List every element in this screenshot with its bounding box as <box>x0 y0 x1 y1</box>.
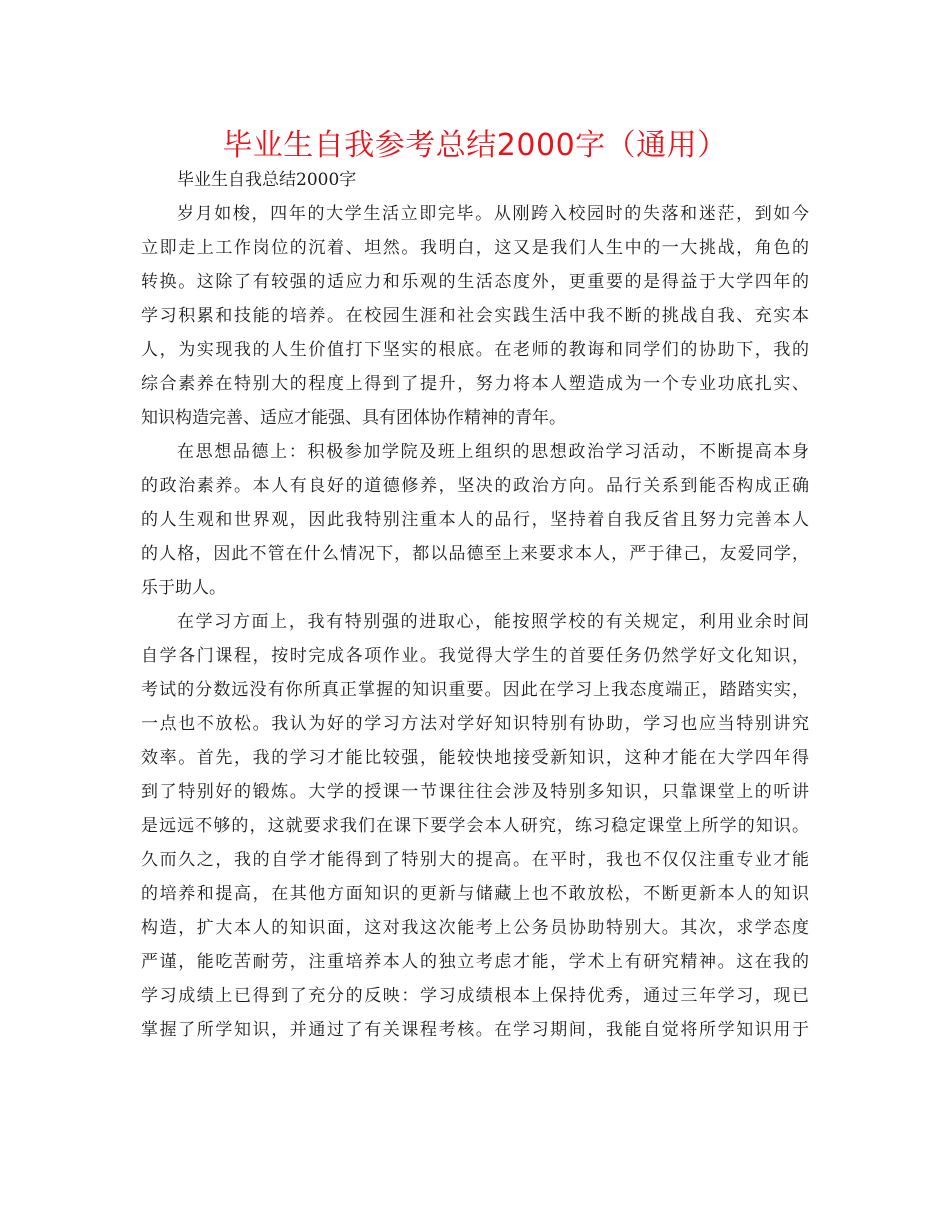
document-body <box>141 163 809 1047</box>
text-line: 自学各门课程，按时完成各项作业。我觉得大学生的首要任务仍然学好文化知识， <box>141 646 809 666</box>
text-line: 的政治素养。本人有良好的道德修养，坚决的政治方向。品行关系到能否构成正确 <box>141 476 809 496</box>
text-line: 在思想品德上：积极参加学院及班上组织的思想政治学习活动，不断提高本身 <box>177 442 809 462</box>
text-line: 的人格，因此不管在什么情况下，都以品德至上来要求本人，严于律己，友爱同学， <box>141 544 809 564</box>
text-line: 在学习方面上，我有特别强的进取心，能按照学校的有关规定，利用业余时间 <box>177 612 809 632</box>
text-line: 学习积累和技能的培养。在校园生涯和社会实践生活中我不断的挑战自我、充实本 <box>141 306 809 326</box>
text-line: 的培养和提高，在其他方面知识的更新与储藏上也不敢放松，不断更新本人的知识 <box>141 884 809 904</box>
text-line: 乐于助人。 <box>141 578 226 598</box>
text-line: 综合素养在特别大的程度上得到了提升，努力将本人塑造成为一个专业功底扎实、 <box>141 374 809 394</box>
text-line: 严谨，能吃苦耐劳，注重培养本人的独立考虑才能，学术上有研究精神。这在我的 <box>141 952 809 972</box>
text-line: 立即走上工作岗位的沉着、坦然。我明白，这又是我们人生中的一大挑战，角色的 <box>141 238 809 258</box>
text-line: 毕业生自我总结2000字 <box>177 170 357 190</box>
text-line: 知识构造完善、适应才能强、具有团体协作精神的青年。 <box>141 408 566 428</box>
text-line: 到了特别好的锻炼。大学的授课一节课往往会涉及特别多知识，只靠课堂上的听讲 <box>141 782 809 802</box>
text-line: 转换。这除了有较强的适应力和乐观的生活态度外，更重要的是得益于大学四年的 <box>141 272 809 292</box>
text-line: 掌握了所学知识，并通过了有关课程考核。在学习期间，我能自觉将所学知识用于 <box>141 1020 809 1040</box>
document-title: 毕业生自我参考总结2000字（通用） <box>222 128 728 163</box>
text-line: 人，为实现我的人生价值打下坚实的根底。在老师的教诲和同学们的协助下，我的 <box>141 340 809 360</box>
text-line: 岁月如梭，四年的大学生活立即完毕。从刚跨入校园时的失落和迷茫，到如今 <box>177 204 809 224</box>
text-line: 一点也不放松。我认为好的学习方法对学好知识特别有协助，学习也应当特别讲究 <box>141 714 809 734</box>
text-line: 的人生观和世界观，因此我特别注重本人的品行，坚持着自我反省且努力完善本人 <box>141 510 809 530</box>
text-line: 构造，扩大本人的知识面，这对我这次能考上公务员协助特别大。其次，求学态度 <box>141 918 809 938</box>
text-line: 是远远不够的，这就要求我们在课下要学会本人研究，练习稳定课堂上所学的知识。 <box>141 816 809 836</box>
text-line: 考试的分数远没有你所真正掌握的知识重要。因此在学习上我态度端正，踏踏实实， <box>141 680 809 700</box>
text-line: 效率。首先，我的学习才能比较强，能较快地接受新知识，这种才能在大学四年得 <box>141 748 809 768</box>
text-line: 久而久之，我的自学才能得到了特别大的提高。在平时，我也不仅仅注重专业才能 <box>141 850 809 870</box>
text-line: 学习成绩上已得到了充分的反映：学习成绩根本上保持优秀，通过三年学习，现已 <box>141 986 809 1006</box>
